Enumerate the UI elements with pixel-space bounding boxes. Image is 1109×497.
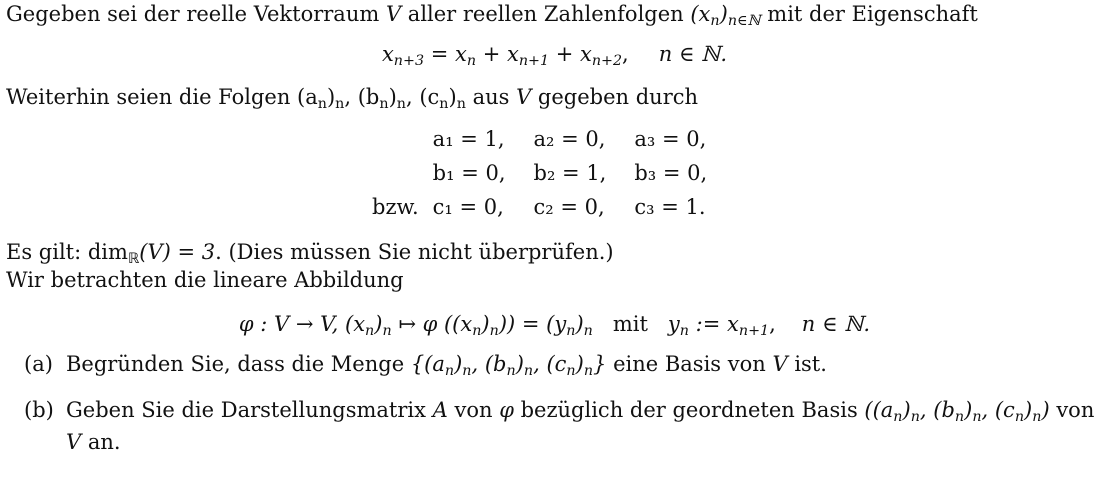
initial-values-table [372, 122, 735, 224]
task-b-continuation: V an. [66, 430, 121, 454]
intro-text-3: mit der Eigenschaft [760, 2, 978, 26]
a1: a₁ = 1, [432, 127, 505, 151]
task-a: (a) Begründen Sie, dass die Menge {$(a_n)_n$, $(b_n)_n$, $(c_n)_n$} eine Basis von V ist. [24, 352, 827, 379]
a2: a₂ = 0, [533, 127, 606, 151]
bzw-label: bzw. [372, 195, 419, 219]
space-symbol: V [385, 2, 402, 26]
row-b [372, 156, 735, 190]
dimension-line: Es gilt: dim$_ℝ$(V) = 3. (Dies müssen Sie nicht überprüfen.) [6, 240, 614, 267]
row-a [372, 122, 735, 156]
b2: b₂ = 1, [533, 161, 607, 185]
task-b: (b) Geben Sie die Darstellungsmatrix A von φ bezüglich der geordneten Basis ($(a_n)_n$, $(b_n)_n$, $(c_n)_n$) von [24, 398, 1095, 425]
intro-line [6, 2, 978, 29]
task-a-label: (a) [24, 352, 53, 376]
map-definition: φ : V → V, $(x_n)_n$ ↦ φ $((x_n)_n)) = (y_n)_n$ mit $y_n$ := $x_{n+1}$, n ∈ ℕ. [238, 312, 871, 339]
intro-text-2: aller reellen Zahlenfolgen [401, 2, 691, 26]
c3: c₃ = 1. [634, 195, 706, 219]
map-intro: Wir betrachten die lineare Abbildung [6, 268, 404, 292]
c2: c₂ = 0, [533, 195, 605, 219]
task-b-label: (b) [24, 398, 54, 422]
row-c [372, 190, 735, 224]
b3: b₃ = 0, [634, 161, 708, 185]
recurrence-formula: $x_{n+3} = x_n + x_{n+1} + x_{n+2}$, n ∈ ℕ. [381, 42, 728, 69]
c1: c₁ = 0, [432, 195, 504, 219]
sequence-notation: $(x_n)_{n\in ℕ}$ [690, 2, 761, 29]
dim-operator: dim$_ℝ$ [87, 240, 140, 267]
a3: a₃ = 0, [634, 127, 707, 151]
b1: b₁ = 0, [432, 161, 506, 185]
sequences-intro: Weiterhin seien die Folgen $(a_n)_n$, $(b_n)_n$, $(c_n)_n$ aus V gegeben durch [6, 85, 699, 112]
intro-text: Gegeben sei der reelle Vektorraum [6, 2, 386, 26]
